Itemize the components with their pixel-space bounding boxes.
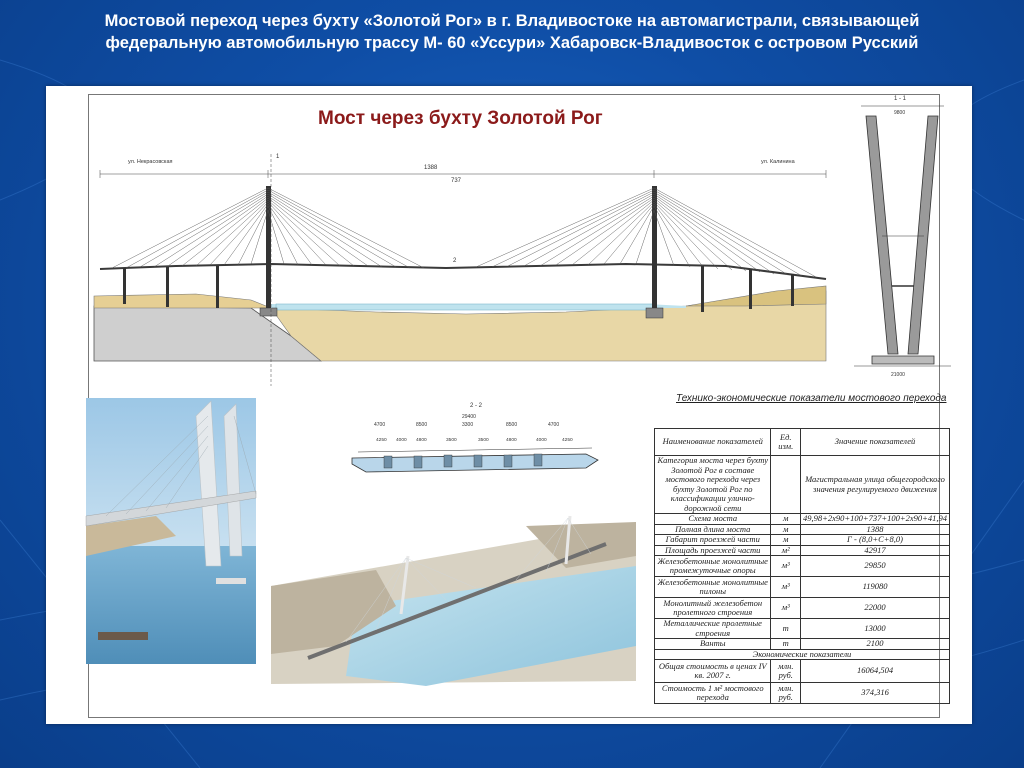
table-caption: Технико-экономические показатели мостового перехода: [676, 393, 947, 404]
header-value: Значение показателей: [801, 429, 950, 456]
slide-title-line-1: Мостовой переход через бухту «Золотой Рог» в г. Владивостоке на автомагистрали, связывающей: [104, 12, 920, 30]
pylon-dim-bottom: 21000: [891, 372, 905, 378]
row-unit: т: [771, 639, 801, 650]
table-row: [655, 545, 950, 556]
sheet-title: Мост через бухту Золотой Рог: [318, 108, 603, 129]
category-unit: [771, 456, 801, 514]
row-unit: м²: [771, 545, 801, 556]
table-row: [655, 577, 950, 598]
row-value: 119080: [801, 577, 950, 598]
pylon-dim-top: 9800: [894, 110, 906, 116]
row-name: Общая стоимость в ценах IV кв. 2007 г.: [655, 660, 771, 683]
row-value: 374,316: [801, 683, 950, 704]
cs-dim-bot-5: 3500: [478, 438, 489, 443]
row-name: Монолитный железобетон пролетного строения: [655, 598, 771, 619]
table-row: [655, 535, 950, 546]
row-unit: т: [771, 619, 801, 639]
row-unit: м³: [771, 556, 801, 577]
row-value: 16064,504: [801, 660, 950, 683]
row-unit: м³: [771, 577, 801, 598]
table-econ-header-row: [655, 649, 950, 660]
cs-dim-bot-6: 4800: [506, 438, 517, 443]
row-value: 2100: [801, 639, 950, 650]
pylon-section-label: 1 - 1: [894, 96, 907, 102]
cs-dim-bot-4: 3500: [446, 438, 457, 443]
cs-dim-total: 29400: [462, 414, 476, 420]
row-value: 29850: [801, 556, 950, 577]
table-row: [655, 660, 950, 683]
row-name: Площадь проезжей части: [655, 545, 771, 556]
row-unit: м: [771, 524, 801, 535]
row-value: 42917: [801, 545, 950, 556]
indicators-table: [654, 428, 950, 704]
cross-section-label: 2 - 2: [470, 403, 483, 409]
cs-dim-bot-8: 4250: [562, 438, 573, 443]
row-name: Схема моста: [655, 514, 771, 525]
slide-title-line-2: федеральную автомобильную трассу М- 60 «Уссури» Хабаровск-Владивосток с островом Русский: [105, 34, 919, 52]
row-name: Габарит проезжей части: [655, 535, 771, 546]
drawing-sheet: [46, 86, 972, 724]
table-row: [655, 524, 950, 535]
table-row-category: [655, 456, 950, 514]
row-value: 1388: [801, 524, 950, 535]
row-unit: млн. руб.: [771, 660, 801, 683]
cs-dim-top-5: 4700: [548, 422, 560, 428]
row-unit: м: [771, 535, 801, 546]
cs-dim-bot-2: 4000: [396, 438, 407, 443]
table-row: [655, 639, 950, 650]
row-unit: м³: [771, 598, 801, 619]
cs-dim-top-1: 4700: [374, 422, 386, 428]
table-header-row: [655, 429, 950, 456]
row-name: Железобетонные монолитные пилоны: [655, 577, 771, 598]
label-left-street: ул. Некрасовская: [128, 159, 173, 165]
row-name: Стоимость 1 м² мостового перехода: [655, 683, 771, 704]
category-name: Категория моста через бухту Золотой Рог в составе мостового перехода через бухту Золотой Рог по классификации улично-дорожной сети: [655, 456, 771, 514]
row-value: 13000: [801, 619, 950, 639]
row-value: Г - (8,0+С+8,0): [801, 535, 950, 546]
row-value: 49,98+2х90+100+737+100+2х90+41,94: [801, 514, 950, 525]
label-right-street: ул. Калинина: [761, 159, 795, 165]
row-name: Ванты: [655, 639, 771, 650]
category-value: Магистральная улица общегородского значения регулируемого движения: [801, 456, 950, 514]
table-row: [655, 619, 950, 639]
table-row: [655, 598, 950, 619]
header-name: Наименование показателей: [655, 429, 771, 456]
cs-dim-top-4: 8500: [506, 422, 518, 428]
econ-header: Экономические показатели: [655, 649, 950, 660]
table-row: [655, 683, 950, 704]
table-row: [655, 514, 950, 525]
section-mark-2: 2: [453, 258, 457, 264]
row-name: Металлические пролетные строения: [655, 619, 771, 639]
row-unit: м: [771, 514, 801, 525]
cs-dim-top-2: 8500: [416, 422, 428, 428]
dim-total: 1388: [424, 165, 438, 171]
cs-dim-top-3: 3300: [462, 422, 474, 428]
row-unit: млн. руб.: [771, 683, 801, 704]
row-value: 22000: [801, 598, 950, 619]
cs-dim-bot-1: 4250: [376, 438, 387, 443]
dim-main-span: 737: [451, 178, 462, 184]
slide-title: [20, 10, 1004, 54]
table-row: [655, 556, 950, 577]
header-unit: Ед. изм.: [771, 429, 801, 456]
section-mark-1: 1: [276, 154, 280, 160]
cs-dim-bot-7: 4000: [536, 438, 547, 443]
row-name: Железобетонные монолитные промежуточные опоры: [655, 556, 771, 577]
row-name: Полная длина моста: [655, 524, 771, 535]
cs-dim-bot-3: 4800: [416, 438, 427, 443]
